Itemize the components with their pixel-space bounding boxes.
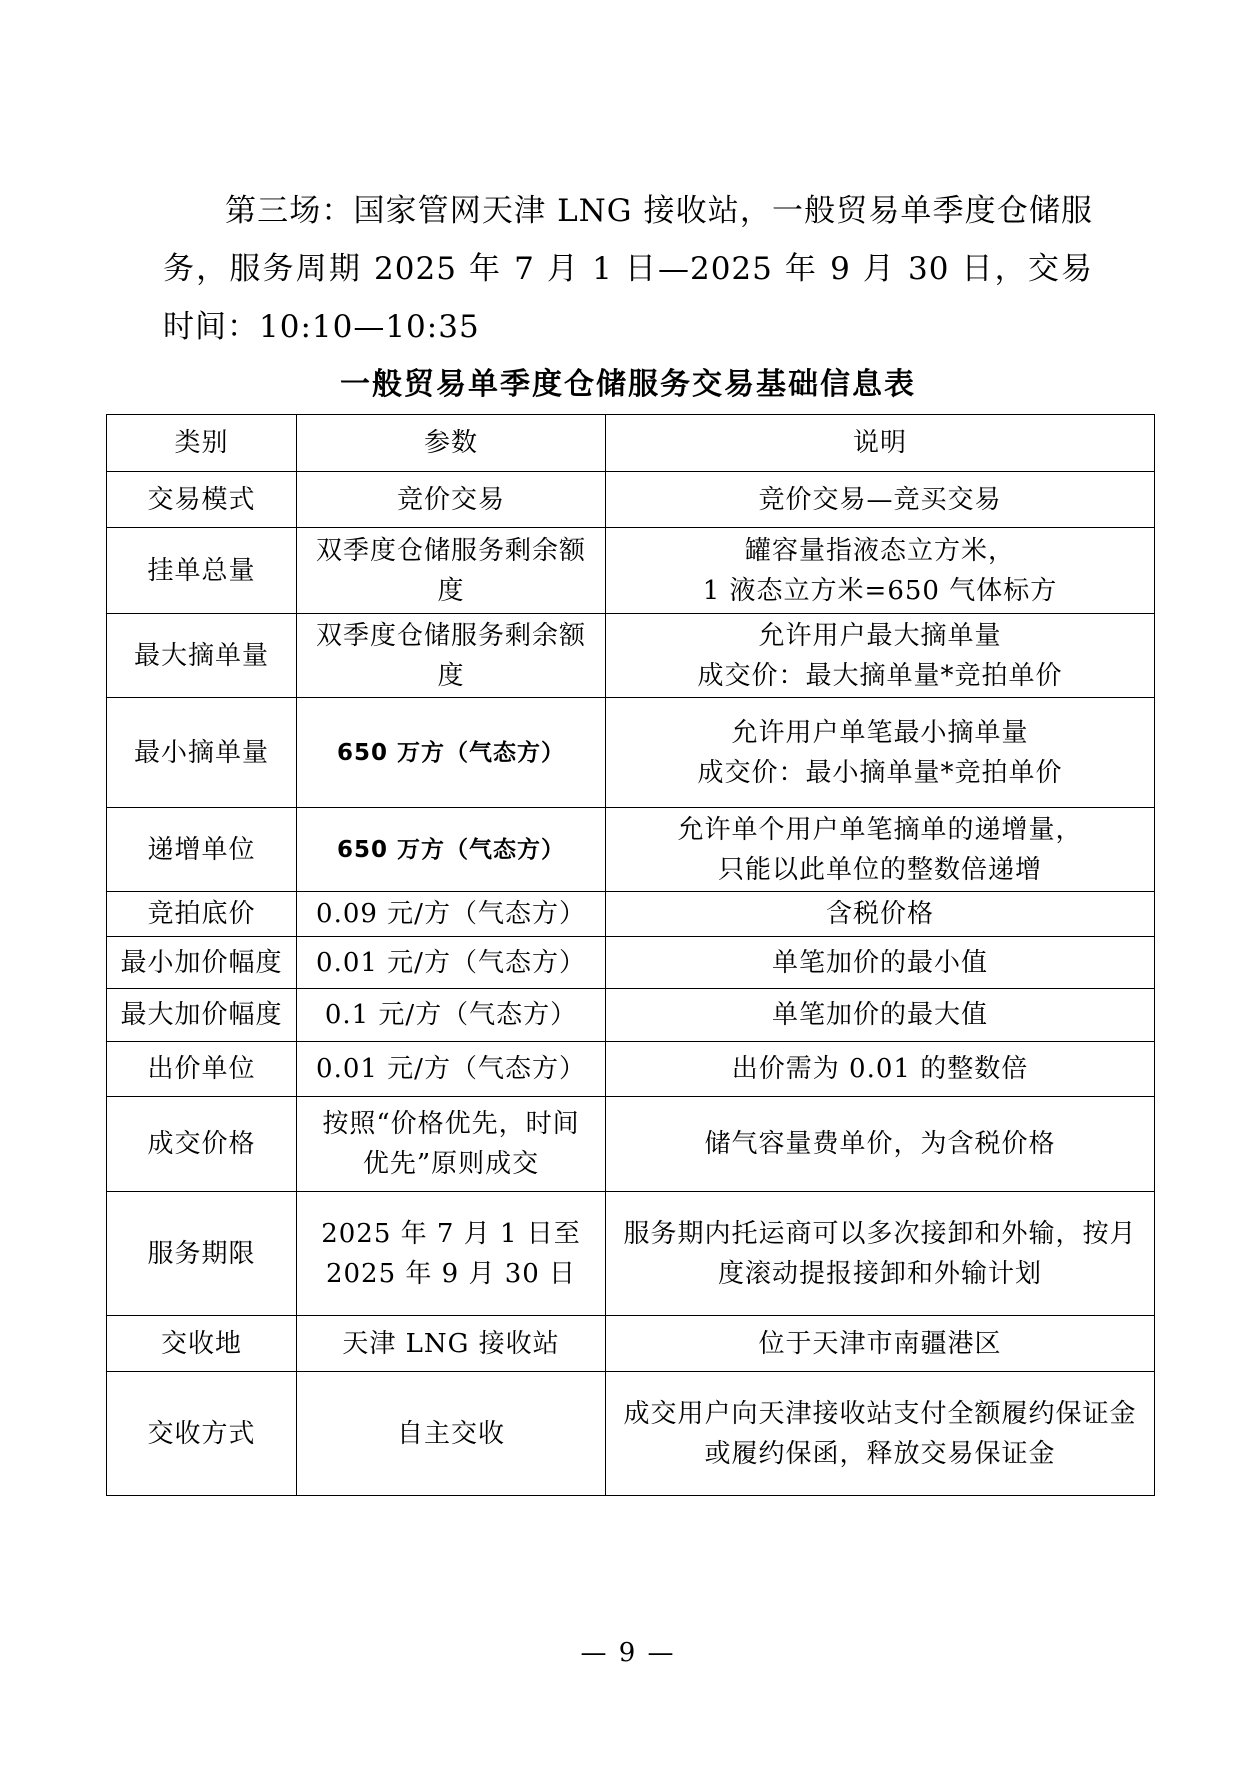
row-category: 挂单总量 [107,528,297,614]
table-row [107,614,1155,698]
table-header-row [107,415,1155,472]
row-param: 天津 LNG 接收站 [297,1316,606,1372]
row-desc: 单笔加价的最小值 [606,937,1155,989]
row-category: 最大摘单量 [107,614,297,698]
info-table [106,414,1155,1496]
row-desc: 服务期内托运商可以多次接卸和外输，按月度滚动提报接卸和外输计划 [606,1192,1155,1316]
row-desc: 竞价交易—竞买交易 [606,472,1155,528]
table-row [107,1192,1155,1316]
row-desc: 单笔加价的最大值 [606,989,1155,1042]
row-category: 交易模式 [107,472,297,528]
row-param: 650 万方（气态方） [297,808,606,892]
row-category: 递增单位 [107,808,297,892]
row-desc: 允许单个用户单笔摘单的递增量， 只能以此单位的整数倍递增 [606,808,1155,892]
row-desc: 位于天津市南疆港区 [606,1316,1155,1372]
row-desc: 允许用户单笔最小摘单量 成交价：最小摘单量*竞拍单价 [606,698,1155,808]
row-param: 650 万方（气态方） [297,698,606,808]
row-param: 2025 年 7 月 1 日至 2025 年 9 月 30 日 [297,1192,606,1316]
row-desc: 允许用户最大摘单量 成交价：最大摘单量*竞拍单价 [606,614,1155,698]
row-category: 交收地 [107,1316,297,1372]
row-param: 自主交收 [297,1372,606,1496]
header-param: 参数 [297,415,606,472]
row-category: 最大加价幅度 [107,989,297,1042]
table-row [107,989,1155,1042]
table-row [107,1097,1155,1192]
row-param: 0.01 元/方（气态方） [297,1042,606,1097]
row-category: 最小摘单量 [107,698,297,808]
table-row [107,808,1155,892]
row-category: 出价单位 [107,1042,297,1097]
row-desc: 含税价格 [606,892,1155,937]
row-param: 0.01 元/方（气态方） [297,937,606,989]
intro-text: 第三场：国家管网天津 LNG 接收站，一般贸易单季度仓储服务，服务周期 2025 年 7 月 1 日—2025 年 9 月 30 日，交易时间：10:10—10:35 [163,193,1093,345]
row-desc: 罐容量指液态立方米， 1 液态立方米=650 气体标方 [606,528,1155,614]
row-param: 双季度仓储服务剩余额度 [297,614,606,698]
row-param: 0.1 元/方（气态方） [297,989,606,1042]
table-row [107,1316,1155,1372]
table-row [107,1372,1155,1496]
row-param: 0.09 元/方（气态方） [297,892,606,937]
table-row [107,892,1155,937]
row-category: 交收方式 [107,1372,297,1496]
header-category: 类别 [107,415,297,472]
row-category: 最小加价幅度 [107,937,297,989]
header-desc: 说明 [606,415,1155,472]
row-param: 竞价交易 [297,472,606,528]
row-desc: 出价需为 0.01 的整数倍 [606,1042,1155,1097]
table-row [107,528,1155,614]
row-param: 按照“价格优先，时间优先”原则成交 [297,1097,606,1192]
row-category: 成交价格 [107,1097,297,1192]
row-category: 竞拍底价 [107,892,297,937]
table-title: 一般贸易单季度仓储服务交易基础信息表 [340,367,916,402]
table-row [107,472,1155,528]
row-param: 双季度仓储服务剩余额度 [297,528,606,614]
table-row [107,1042,1155,1097]
row-desc: 成交用户向天津接收站支付全额履约保证金或履约保函，释放交易保证金 [606,1372,1155,1496]
page-number: — 9 — [580,1638,676,1668]
row-category: 服务期限 [107,1192,297,1316]
row-desc: 储气容量费单价，为含税价格 [606,1097,1155,1192]
table-row [107,937,1155,989]
intro-paragraph [163,182,1093,356]
table-row [107,698,1155,808]
